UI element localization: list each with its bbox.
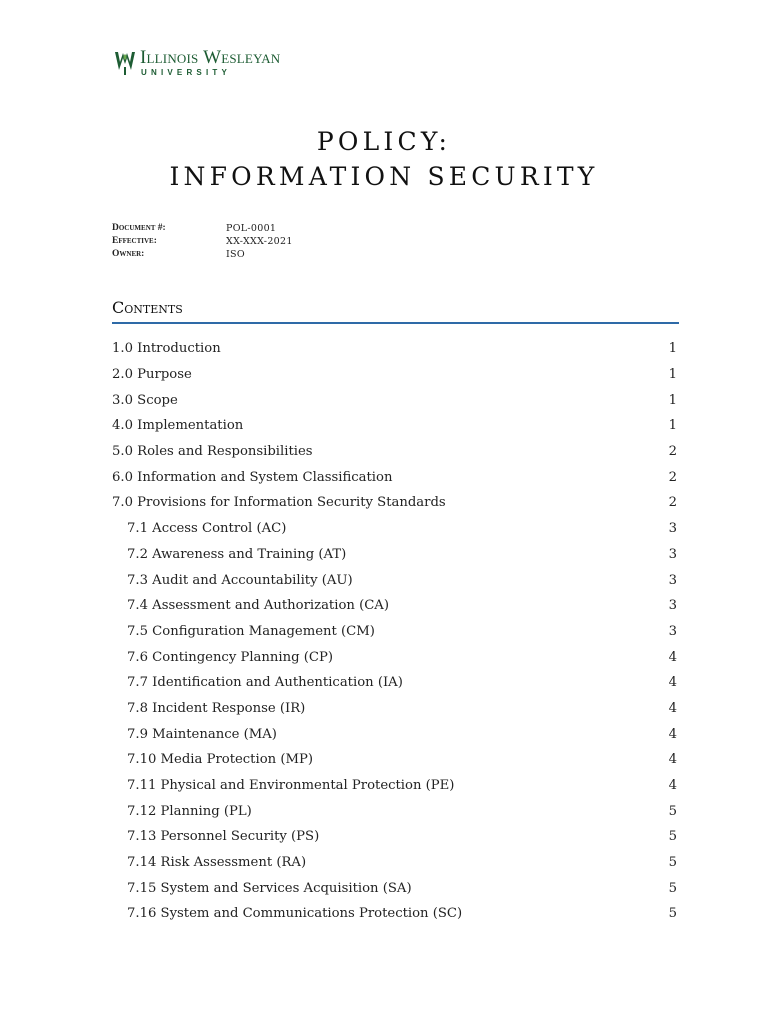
logo-wordmark: Illinois Wesleyan xyxy=(140,47,281,68)
toc-entry-page: 5 xyxy=(668,880,677,896)
toc-entry-page: 5 xyxy=(668,855,677,871)
toc-entry-page: 1 xyxy=(668,418,677,434)
toc-entry-page: 4 xyxy=(668,726,677,742)
table-of-contents xyxy=(112,336,677,927)
toc-subentry[interactable] xyxy=(112,901,677,927)
toc-entry-text: 7.1 Access Control (AC) xyxy=(127,521,287,537)
toc-entry[interactable] xyxy=(112,490,677,516)
toc-entry-page: 5 xyxy=(668,803,677,819)
toc-entry-page: 3 xyxy=(668,521,677,537)
toc-entry-page: 2 xyxy=(668,495,677,511)
toc-entry-text: 7.6 Contingency Planning (CP) xyxy=(127,649,334,665)
toc-subentry[interactable] xyxy=(112,542,677,568)
document-title-line2: INFORMATION SECURITY xyxy=(169,162,599,191)
metadata-label: Owner: xyxy=(112,249,145,259)
toc-entry-page: 3 xyxy=(668,598,677,614)
toc-entry[interactable] xyxy=(112,362,677,388)
toc-subentry[interactable] xyxy=(112,875,677,901)
toc-subentry[interactable] xyxy=(112,670,677,696)
toc-subentry[interactable] xyxy=(112,516,677,542)
metadata-row-effective xyxy=(112,235,293,248)
toc-entry-page: 4 xyxy=(668,675,677,691)
toc-subentry[interactable] xyxy=(112,567,677,593)
toc-subentry[interactable] xyxy=(112,696,677,722)
logo-subtitle: UNIVERSITY xyxy=(141,68,232,77)
toc-entry-text: 7.0 Provisions for Information Security Standards xyxy=(112,495,446,511)
toc-subentry[interactable] xyxy=(112,644,677,670)
toc-entry-text: 1.0 Introduction xyxy=(112,341,221,357)
toc-entry-page: 1 xyxy=(668,341,677,357)
document-metadata xyxy=(112,222,293,261)
toc-entry-page: 1 xyxy=(668,367,677,383)
metadata-value: XX-XXX-2021 xyxy=(226,236,293,247)
toc-subentry[interactable] xyxy=(112,593,677,619)
toc-entry-text: 2.0 Purpose xyxy=(112,367,192,383)
document-title xyxy=(0,124,768,194)
contents-heading: Contents xyxy=(112,298,679,324)
toc-entry-page: 4 xyxy=(668,778,677,794)
metadata-row-document xyxy=(112,222,293,235)
toc-entry-text: 7.16 System and Communications Protection (SC) xyxy=(127,906,463,922)
toc-entry-text: 7.12 Planning (PL) xyxy=(127,803,252,819)
metadata-label: Document #: xyxy=(112,223,166,233)
toc-subentry[interactable] xyxy=(112,721,677,747)
toc-entry[interactable] xyxy=(112,464,677,490)
toc-subentry[interactable] xyxy=(112,747,677,773)
toc-entry[interactable] xyxy=(112,439,677,465)
toc-subentry[interactable] xyxy=(112,850,677,876)
university-logo-mark-icon xyxy=(114,50,136,76)
metadata-value: POL-0001 xyxy=(226,223,277,234)
toc-entry-text: 7.15 System and Services Acquisition (SA) xyxy=(127,880,412,896)
toc-entry-page: 5 xyxy=(668,829,677,845)
toc-subentry[interactable] xyxy=(112,773,677,799)
toc-entry[interactable] xyxy=(112,336,677,362)
toc-entry-page: 3 xyxy=(668,572,677,588)
toc-entry-text: 7.10 Media Protection (MP) xyxy=(127,752,313,768)
metadata-row-owner xyxy=(112,248,293,261)
university-logo xyxy=(114,48,280,77)
toc-entry[interactable] xyxy=(112,387,677,413)
toc-entry-page: 3 xyxy=(668,546,677,562)
toc-entry-page: 5 xyxy=(668,906,677,922)
toc-entry-page: 4 xyxy=(668,752,677,768)
toc-entry-page: 2 xyxy=(668,444,677,460)
toc-entry-text: 7.13 Personnel Security (PS) xyxy=(127,829,320,845)
toc-entry-text: 4.0 Implementation xyxy=(112,418,244,434)
metadata-label: Effective: xyxy=(112,236,157,246)
toc-entry-text: 7.4 Assessment and Authorization (CA) xyxy=(127,598,389,614)
toc-entry-text: 7.7 Identification and Authentication (IA) xyxy=(127,675,403,691)
document-title-line1: POLICY: xyxy=(316,127,452,156)
toc-entry-page: 1 xyxy=(668,392,677,408)
metadata-value: ISO xyxy=(226,249,245,260)
toc-entry-text: 7.2 Awareness and Training (AT) xyxy=(127,546,347,562)
toc-entry-page: 4 xyxy=(668,700,677,716)
toc-subentry[interactable] xyxy=(112,619,677,645)
toc-entry-page: 2 xyxy=(668,469,677,485)
toc-entry[interactable] xyxy=(112,413,677,439)
toc-entry-text: 7.5 Configuration Management (CM) xyxy=(127,623,375,639)
toc-entry-text: 3.0 Scope xyxy=(112,392,178,408)
toc-entry-text: 7.9 Maintenance (MA) xyxy=(127,726,277,742)
toc-entry-text: 7.8 Incident Response (IR) xyxy=(127,700,306,716)
toc-entry-page: 4 xyxy=(668,649,677,665)
toc-subentry[interactable] xyxy=(112,824,677,850)
toc-entry-text: 7.14 Risk Assessment (RA) xyxy=(127,855,307,871)
toc-entry-page: 3 xyxy=(668,623,677,639)
toc-entry-text: 5.0 Roles and Responsibilities xyxy=(112,444,313,460)
toc-entry-text: 7.3 Audit and Accountability (AU) xyxy=(127,572,353,588)
toc-entry-text: 6.0 Information and System Classification xyxy=(112,469,393,485)
toc-subentry[interactable] xyxy=(112,798,677,824)
toc-entry-text: 7.11 Physical and Environmental Protection (PE) xyxy=(127,778,455,794)
